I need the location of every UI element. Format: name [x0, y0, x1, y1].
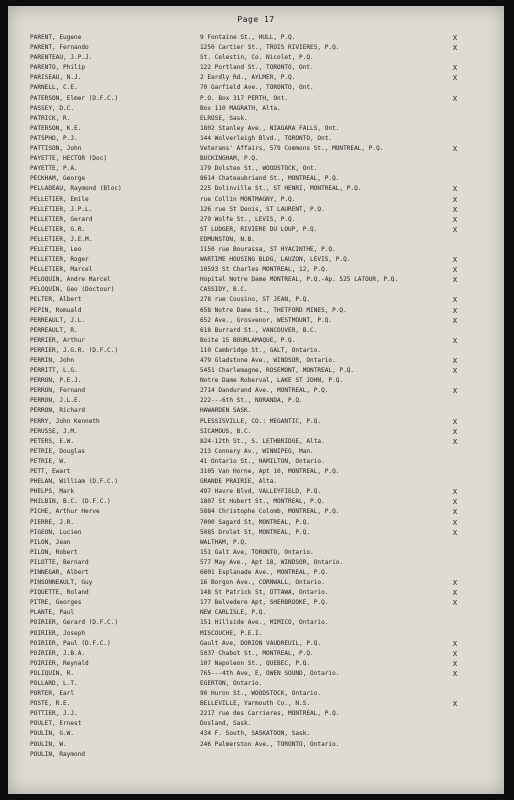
person-address: 658 Notre Dame St., THETFORD MINES, P.Q. — [200, 306, 347, 314]
person-address: Gault Ave, DORION VAUDREUIL, P.Q. — [200, 639, 322, 647]
person-address: St. Celestin, Co. Nicolet, P.Q. — [200, 54, 314, 62]
person-address: ELROSE, Sask. — [200, 114, 248, 122]
person-name: PILON, Robert — [30, 548, 78, 556]
person-address: 2217 rue des Carrieres, MONTREAL, P.Q. — [200, 710, 340, 718]
person-name: PELLETIER, J.P.L. — [30, 205, 93, 213]
person-address: WALTHAM, P.Q. — [200, 538, 248, 546]
person-address: 1807 St Hubert St., MONTREAL, P.Q. — [200, 498, 325, 506]
person-name: POTTIER, J.J. — [30, 710, 78, 718]
person-name: PIERRE, J.R. — [30, 518, 75, 526]
person-name: PITRE, Georges — [30, 599, 82, 607]
person-address: 107 Napoleon St., QUEBEC, P.Q. — [200, 659, 311, 667]
list-item — [8, 265, 504, 275]
list-item — [8, 33, 504, 43]
person-name: PHILBIN, B.C. (D.F.C.) — [30, 498, 111, 506]
list-item — [8, 629, 504, 639]
list-item — [8, 346, 504, 356]
person-address: 8614 Chateaubriand St., MONTREAL, P.Q. — [200, 175, 340, 183]
list-item — [8, 669, 504, 679]
check-mark: X — [452, 34, 458, 42]
person-name: PIQUETTE, Roland — [30, 589, 89, 597]
person-name: PELLETIER, J.E.M. — [30, 235, 93, 243]
person-name: PERRY, John Kenneth — [30, 417, 100, 425]
check-mark: X — [452, 316, 458, 325]
person-name: PERREAULT, R. — [30, 326, 78, 334]
person-name: POIRIER, Reynald — [30, 659, 89, 667]
person-address: 278 rue Cousino, ST JEAN, P.Q. — [200, 296, 311, 304]
list-item — [8, 43, 504, 53]
person-name: PIGEON, Lucien — [30, 528, 82, 536]
person-address: 577 May Ave., Apt 18, WINDSOR, Ontario. — [200, 558, 344, 566]
person-name: PELLADEAU, Raymond (Bloc) — [30, 185, 122, 193]
person-address: 151 Galt Ave, TORONTO, Ontario. — [200, 548, 314, 556]
list-item — [8, 154, 504, 164]
person-address: 824-12th St., S. LETHBRIDGE, Alta. — [200, 437, 325, 445]
person-address: 126 rue St Denis, ST LAURENT, P.Q. — [200, 205, 325, 213]
person-name: PERRIN, John — [30, 357, 75, 364]
check-mark: X — [452, 700, 458, 709]
person-address: 618 Burrard St., VANCOUVER, B.C. — [200, 326, 318, 334]
person-name: POIRIER, Gerard (D.F.C.) — [30, 619, 119, 627]
person-address: 179 Dolsteo St., WOODSTOCK, Ont. — [200, 165, 318, 173]
list-item — [8, 174, 504, 184]
check-mark: X — [452, 417, 458, 426]
person-name: PATSPHO, P.J. — [30, 134, 78, 142]
list-item — [8, 487, 504, 497]
list-item — [8, 53, 504, 63]
check-mark: X — [452, 357, 458, 365]
person-name: PARENTO, Philip — [30, 64, 86, 72]
list-item — [8, 336, 504, 346]
check-mark: X — [452, 508, 458, 517]
list-item — [8, 164, 504, 174]
person-name: POIRIER, Joseph — [30, 629, 86, 637]
list-item — [8, 195, 504, 205]
list-item — [8, 467, 504, 477]
person-name: PINNEGAR, Albert — [30, 568, 89, 576]
list-item — [8, 659, 504, 669]
person-name: PORTER, Earl — [30, 690, 75, 698]
list-item — [8, 427, 504, 437]
person-address: 1150 rue Bourassa, ST HYACINTHE, P.Q. — [200, 245, 336, 253]
person-name: PECKHAM, George — [30, 175, 86, 183]
person-name: PETERS, E.W. — [30, 437, 75, 445]
person-address: 5085 Drolet St, MONTREAL, P.Q. — [200, 528, 311, 536]
list-item — [8, 306, 504, 316]
person-address: 497 Havre Blvd, VALLEYFIELD, P.Q. — [200, 488, 322, 496]
list-item — [8, 740, 504, 750]
list-item — [8, 144, 504, 154]
list-item — [8, 528, 504, 538]
list-item — [8, 729, 504, 739]
person-address: 479 Gladstone Ave., WINDSOR, Ontario. — [200, 357, 336, 364]
list-item — [8, 134, 504, 144]
person-address: 1802 Stanley Ave., NIAGARA FALLS, Ont. — [200, 124, 340, 132]
person-name: PATRICK, R. — [30, 114, 71, 122]
list-item — [8, 518, 504, 528]
roster-list — [8, 33, 504, 760]
person-name: PICHE, Arthur Herve — [30, 508, 100, 516]
person-address: 144 Wolverleigh Blvd., TORONTO, Ont. — [200, 134, 333, 142]
person-address: 2 Eardly Rd., AYLMER, P.Q. — [200, 74, 296, 82]
person-address: GRANDE PRAIRIE, Alta. — [200, 478, 278, 486]
list-item — [8, 618, 504, 628]
person-name: PAYETTE, HECTOR (Doc) — [30, 155, 108, 163]
person-name: PELLETIER, Emile — [30, 195, 89, 203]
list-item — [8, 649, 504, 659]
check-mark: X — [452, 498, 458, 507]
check-mark: X — [452, 488, 458, 497]
person-address: Box 110 MAGRATH, Alta. — [200, 104, 281, 112]
person-name: PILOTTE, Bernard — [30, 558, 89, 566]
list-item — [8, 104, 504, 114]
person-address: BELLEVILLE, Yarmouth Co., N.S. — [200, 700, 311, 708]
check-mark: X — [452, 659, 458, 668]
check-mark: X — [452, 336, 458, 345]
check-mark: X — [452, 44, 458, 53]
check-mark: X — [452, 266, 458, 275]
person-name: POULIN, G.W. — [30, 730, 75, 738]
person-address: 1250 Cartier St., TROIS RIVIERES, P.Q. — [200, 44, 340, 52]
list-item — [8, 235, 504, 245]
check-mark: X — [452, 74, 458, 83]
list-item — [8, 689, 504, 699]
person-name: PERREAULT, J.L. — [30, 316, 86, 324]
person-address: 110 Cambridge St., GALT, Ontario. — [200, 346, 322, 354]
list-item — [8, 588, 504, 598]
page-title: Page 17 — [237, 15, 275, 24]
list-item — [8, 225, 504, 235]
person-name: PHELAN, William (D.F.C.) — [30, 478, 119, 486]
list-item — [8, 457, 504, 467]
list-item — [8, 245, 504, 255]
check-mark: X — [452, 579, 458, 588]
person-address: 246 Palmerston Ave., TORONTO, Ontario. — [200, 740, 340, 748]
person-name: PELLETIER, Leo — [30, 245, 82, 253]
person-address: 434 F. South, SASKATOON, Sask. — [200, 730, 311, 738]
check-mark: X — [452, 205, 458, 214]
person-name: PLANTE, Paul — [30, 609, 75, 617]
person-address: 41 Ontario St., HAMILTON, Ontario. — [200, 457, 325, 465]
person-address: rue Collin MONTMAGNY, P.Q. — [200, 195, 296, 203]
person-address: 16 Borgon Ave., CORNWALL, Ontario. — [200, 579, 325, 587]
check-mark: X — [452, 296, 458, 305]
list-item — [8, 184, 504, 194]
list-item — [8, 94, 504, 104]
person-address: HAWARDEN SASK. — [200, 407, 252, 415]
person-name: PARISEAU, N.J. — [30, 74, 82, 82]
check-mark: X — [452, 64, 458, 73]
person-address: 213 Connery Av., WINNIPEG, Man. — [200, 447, 314, 455]
check-mark: X — [452, 518, 458, 527]
person-address: 10593 St Charles MONTREAL, 12, P.Q. — [200, 266, 329, 274]
person-address: MISCOUCHE, P.E.I. — [200, 629, 263, 637]
person-address: 222---6th St., NORANDA, P.Q. — [200, 397, 303, 405]
list-item — [8, 699, 504, 709]
check-mark: X — [452, 276, 458, 285]
check-mark: X — [452, 215, 458, 224]
list-item — [8, 568, 504, 578]
person-name: PHELPS, Mark — [30, 488, 75, 496]
person-name: PERRIER, J.G.R. (D.F.C.) — [30, 346, 119, 354]
list-item — [8, 124, 504, 134]
person-address: EDMUNSTON, N.B. — [200, 235, 256, 243]
person-name: PERRITT, L.G. — [30, 367, 78, 375]
person-name: PINSONNEAULT, Guy — [30, 579, 93, 587]
person-name: PARENTEAU, J.P.J. — [30, 54, 93, 62]
check-mark: X — [452, 256, 458, 265]
person-name: PELLETIER, G.R. — [30, 225, 86, 233]
person-name: PARENT, Fernando — [30, 44, 89, 52]
person-address: ST LUDGER, RIVIERE DU LOUP, P.Q. — [200, 225, 318, 233]
list-item — [8, 578, 504, 588]
list-item — [8, 406, 504, 416]
person-name: POULIN, Raymond — [30, 750, 86, 758]
list-item — [8, 447, 504, 457]
list-item — [8, 437, 504, 447]
person-name: PATERSON, Elmer (D.F.C.) — [30, 94, 119, 102]
person-name: PELOQUIN, Geo (Doctour) — [30, 286, 115, 294]
person-address: P.O. Box 317 PERTH, Ont. — [200, 94, 289, 102]
list-item — [8, 356, 504, 366]
list-item — [8, 639, 504, 649]
person-address: 148 St Patrick St, OTTAWA, Ontario. — [200, 589, 329, 597]
person-address: 765---4th Ave, E, OWEN SOUND, Ontario. — [200, 669, 340, 677]
list-item — [8, 679, 504, 689]
check-mark: X — [452, 669, 458, 678]
person-address: 122 Portland St., TORONTO, Ont. — [200, 64, 314, 72]
person-address: NEW CARLISLE, P.Q. — [200, 609, 267, 617]
check-mark: X — [452, 145, 458, 154]
check-mark: X — [452, 599, 458, 608]
person-name: PASSEY, D.C. — [30, 104, 75, 112]
check-mark: X — [452, 225, 458, 234]
person-name: PERRON, P.E.J. — [30, 377, 82, 385]
person-address: 177 Belvedere Apt, SHERBROOKE, P.Q. — [200, 599, 329, 607]
list-item — [8, 477, 504, 487]
check-mark: X — [452, 649, 458, 658]
list-item — [8, 285, 504, 295]
person-address: 5451 Charlemagne, ROSEMONT, MONTREAL, P.Q. — [200, 367, 355, 375]
person-name: PELLETIER, Marcel — [30, 266, 93, 274]
person-name: PARENT, Eugene — [30, 34, 82, 41]
person-address: CASSIDY, B.C. — [200, 286, 248, 294]
check-mark: X — [452, 306, 458, 315]
list-item — [8, 255, 504, 265]
list-item — [8, 497, 504, 507]
document-page — [8, 6, 504, 794]
person-name: PATERSON, K.E. — [30, 124, 82, 132]
check-mark: X — [452, 387, 458, 396]
person-name: PELOQUIN, Andre Marcel — [30, 276, 111, 284]
person-address: Veterans' Affairs, 579 Commons St., MONTREAL, P.Q. — [200, 145, 384, 153]
person-address: Dosland, Sask. — [200, 720, 252, 728]
list-item — [8, 376, 504, 386]
list-item — [8, 326, 504, 336]
person-address: 9 Fontaine St., HULL, P.Q. — [200, 34, 296, 41]
list-item — [8, 386, 504, 396]
check-mark: X — [452, 367, 458, 376]
person-address: 5884 Christophe Colomb, MONTREAL, P.Q. — [200, 508, 340, 516]
person-address: PLESSISVILLE, CO.: MEGANTIC, P.Q. — [200, 417, 322, 425]
check-mark: X — [452, 437, 458, 446]
list-item — [8, 295, 504, 305]
person-name: PERRON, Fernand — [30, 387, 86, 395]
person-address: 652 Ave., Grosvenor, WESTMOUNT, P.Q. — [200, 316, 333, 324]
person-address: 7000 Sagard St, MONTREAL, P.Q. — [200, 518, 311, 526]
person-address: Boite 15 BOURLAMAQUE, P.Q. — [200, 336, 296, 344]
list-item — [8, 538, 504, 548]
check-mark: X — [452, 427, 458, 436]
person-address: 279 Wolfe St., LEVIS, P.Q. — [200, 215, 296, 223]
list-item — [8, 83, 504, 93]
person-name: PELLETIER, Roger — [30, 256, 89, 264]
person-name: PELLETIER, Gerard — [30, 215, 93, 223]
person-name: POULET, Ernest — [30, 720, 82, 728]
list-item — [8, 396, 504, 406]
person-name: PETT, Ewart — [30, 468, 71, 476]
check-mark: X — [452, 528, 458, 537]
check-mark: X — [452, 639, 458, 648]
check-mark: X — [452, 589, 458, 598]
list-item — [8, 709, 504, 719]
person-address: BUCKINGHAM, P.Q. — [200, 155, 259, 163]
list-item — [8, 558, 504, 568]
check-mark: X — [452, 94, 458, 103]
list-item — [8, 507, 504, 517]
person-address: Hopital Notre Dame MONTREAL, P.Q.-Ap. 525 LATOUR, P.Q. — [200, 276, 399, 284]
person-name: POLLARD, L.T. — [30, 680, 78, 687]
list-item — [8, 215, 504, 225]
person-name: PAYETTE, P.A. — [30, 165, 78, 173]
person-name: POIRIER, Paul (D.F.C.) — [30, 639, 111, 647]
list-item — [8, 598, 504, 608]
person-name: POLIQUIN, R. — [30, 669, 75, 677]
list-item — [8, 73, 504, 83]
list-item — [8, 719, 504, 729]
person-address: Notre Dame Roberval, LAKE ST JOHN, P.Q. — [200, 377, 344, 385]
person-address: 151 Hillside Ave., MIMICO, Ontario. — [200, 619, 329, 627]
person-address: 90 Huron St., WOODSTOCK, Ontario. — [200, 690, 322, 698]
list-item — [8, 548, 504, 558]
person-name: PERRON, Richard — [30, 407, 86, 415]
list-item — [8, 205, 504, 215]
list-item — [8, 417, 504, 427]
check-mark: X — [452, 185, 458, 194]
person-name: PERRON, J.L.E. — [30, 397, 82, 405]
person-address: EGERTON, Ontario. — [200, 680, 263, 687]
person-name: PERUSSE, J.M. — [30, 427, 78, 435]
person-address: 6801 Esplanade Ave., MONTREAL, P.Q. — [200, 568, 329, 576]
person-name: PETRIE, W. — [30, 457, 67, 465]
list-item — [8, 750, 504, 760]
list-item — [8, 316, 504, 326]
person-address: 5037 Chabot St., MONTREAL, P.Q. — [200, 649, 314, 657]
list-item — [8, 63, 504, 73]
person-name: PETRIE, Douglas — [30, 447, 86, 455]
list-item — [8, 275, 504, 285]
person-address: 2714 Dandurand Ave., MONTREAL, P.Q. — [200, 387, 329, 395]
person-name: PEPIN, Romuald — [30, 306, 82, 314]
person-address: 3105 Van Horne, Apt 10, MONTREAL, P.Q. — [200, 468, 340, 476]
person-name: PELTER, Albert — [30, 296, 82, 304]
list-item — [8, 366, 504, 376]
person-name: POULIN, W. — [30, 740, 67, 748]
person-name: PATTISON, John — [30, 145, 82, 153]
person-address: SICAMOUS, B.C. — [200, 427, 252, 435]
check-mark: X — [452, 195, 458, 204]
list-item — [8, 114, 504, 124]
list-item — [8, 608, 504, 618]
person-address: WARTIME HOUSING BLDG, LAUZON, LEVIS, P.Q. — [200, 256, 351, 264]
person-name: PILON, Jean — [30, 538, 71, 546]
person-address: 70 Garfield Ave., TORONTO, Ont. — [200, 84, 314, 92]
person-name: PERRIER, Arthur — [30, 336, 86, 344]
person-address: 225 Dolinville St., ST HENRI, MONTREAL, P.Q. — [200, 185, 362, 193]
person-name: POSTE, R.E. — [30, 700, 71, 708]
person-name: POIRIER, J.B.A. — [30, 649, 86, 657]
person-name: PARNELL, C.E. — [30, 84, 78, 92]
